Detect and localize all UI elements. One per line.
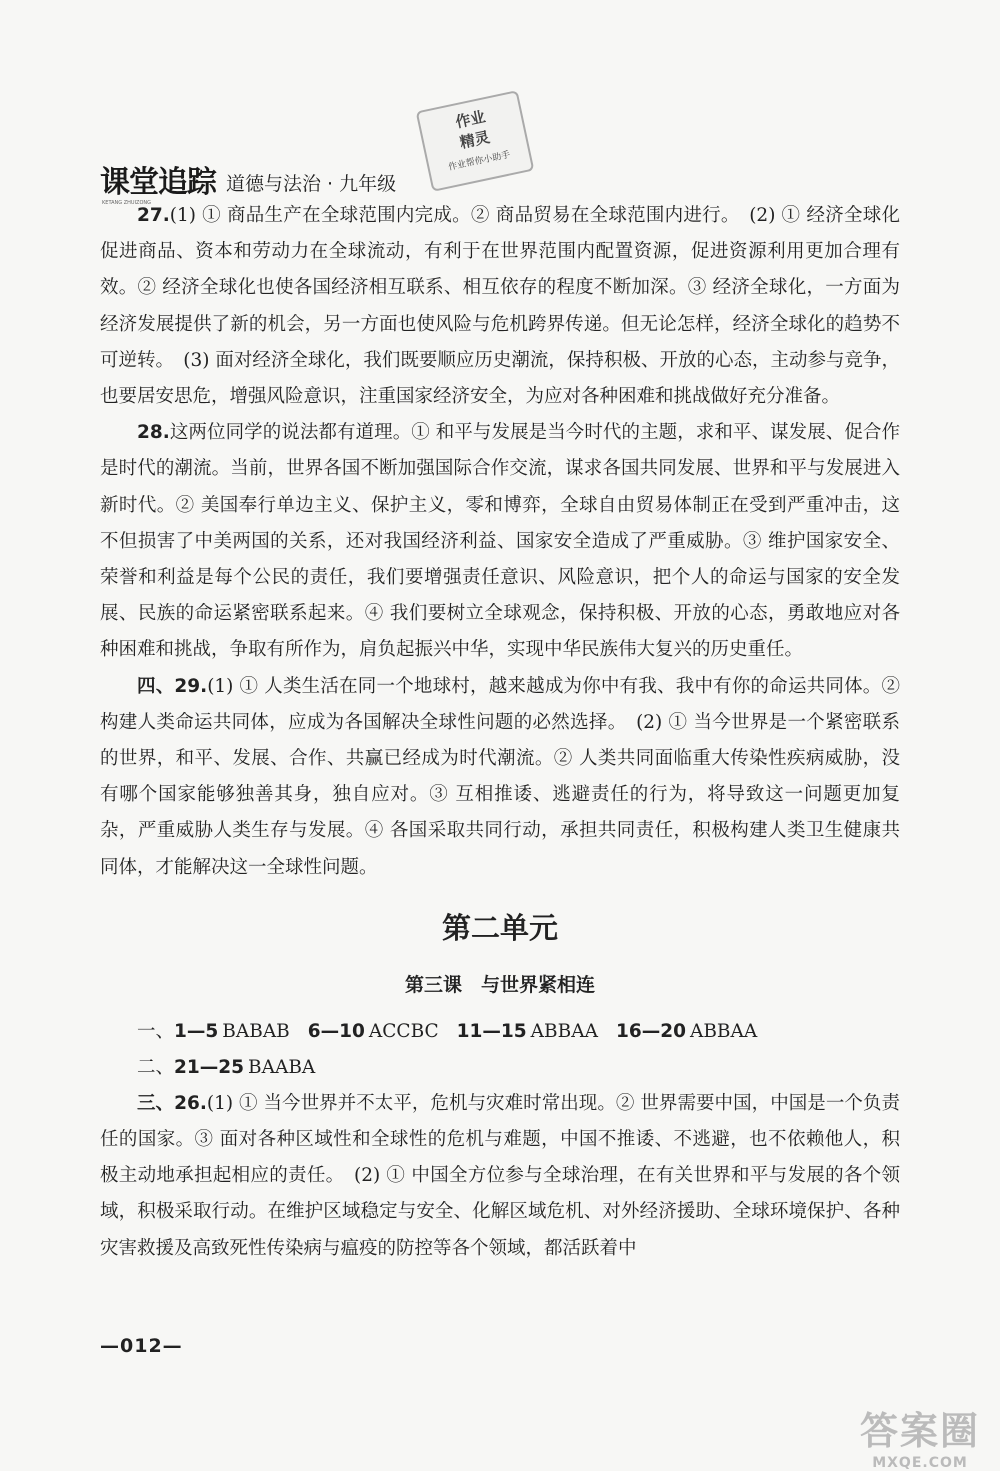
answer-q27 — [100, 198, 900, 415]
answer-text: (1) ① 人类生活在同一个地球村，越来越成为你中有我、我中有你的命运共同体。② 构建人类命运共同体，应成为各国解决全球性问题的必然选择。 (2) ① 当今世界是一个紧密联系的世界，和平、发展、合作、共赢已经成为时代潮流。② 人类共同面临重大传染性疾病威胁，没有哪个国家能够独善其身，独自应对。③ 互相推诿、逃避责任的行为，将导致这一问题更加复杂，严重威胁人类生存与发展。④ 各国采取共同行动，承担共同责任，积极构建人类卫生健康共同体，才能解决这一全球性问题。 — [100, 675, 900, 878]
question-number: 三、26. — [137, 1092, 207, 1114]
brand-text: 课堂追踪 — [100, 165, 216, 200]
answer-range: 11—15 — [456, 1020, 527, 1042]
answer-letters: BAABA — [248, 1056, 316, 1078]
answer-text: (1) ① 商品生产在全球范围内完成。② 商品贸易在全球范围内进行。 (2) ① 经济全球化促进商品、资本和劳动力在全球流动，有利于在世界范围内配置资源，促进资源利用更加合理有效。② 经济全球化也使各国经济相互联系、相互依存的程度不断加深。③ 经济全球化，一方面为经济发展提供了新的机会，另一方面也使风险与危机跨界传递。但无论怎样，经济全球化的趋势不可逆转。 (3) 面对经济全球化，我们既要顺应历史潮流，保持积极、开放的心态，主动参与竞争，也要居安思危，增强风险意识，注重国家经济安全，为应对各种困难和挑战做好充分准备。 — [100, 205, 900, 408]
subject-title: 道德与法治 · 九年级 — [226, 173, 397, 195]
brand-logo — [100, 165, 216, 206]
answer-letters: ABBAA — [530, 1020, 598, 1042]
answer-range: 16—20 — [615, 1020, 686, 1042]
question-number: 28. — [137, 422, 170, 444]
answer-range: 1—5 — [174, 1020, 219, 1042]
answer-letters: ACCBC — [368, 1020, 439, 1042]
answer-text: (1) ① 当今世界并不太平，危机与灾难时常出现。② 世界需要中国，中国是一个负责任的国家。③ 面对各种区域性和全球性的危机与难题，中国不推诿、不逃避，也不依赖他人，积极主动地承担起相应的责任。 (2) ① 中国全方位参与全球治理，在有关世界和平与发展的各个领域，积极采取行动。在维护区域稳定与安全、化解区域危机、对外经济援助、全球环境保护、各种灾害救援及高致死性传染病与瘟疫的防控等各个领域，都活跃着中 — [100, 1092, 900, 1259]
choice-answers-2 — [100, 1050, 900, 1086]
choice-answers-1 — [100, 1014, 900, 1050]
watermark-text: 答案圈 — [859, 1409, 980, 1453]
page-number: —012— — [100, 1335, 183, 1357]
brand-subtext: KETANG ZHUIZONG — [102, 200, 152, 206]
stamp-line-3: 作业帮你小助手 — [447, 150, 512, 173]
question-number: 27. — [137, 205, 170, 226]
section-prefix: 二、 — [137, 1056, 175, 1078]
stamp-line-2: 精灵 — [458, 128, 492, 152]
section-prefix: 一、 — [137, 1020, 175, 1042]
stamp-line-1: 作业 — [453, 107, 487, 132]
answer-q29 — [100, 669, 900, 886]
lesson-title: 第三课 与世界紧相连 — [404, 973, 595, 996]
answer-letters: ABBAA — [689, 1020, 758, 1042]
answer-q28 — [100, 415, 900, 668]
answer-text: 这两位同学的说法都有道理。① 和平与发展是当今时代的主题，求和平、谋发展、促合作是时代的潮流。当前，世界各国不断加强国际合作交流，谋求各国共同发展、世界和平与发展进入新时代。② 美国奉行单边主义、保护主义，零和博弈，全球自由贸易体制正在受到严重冲击，这不但损害了中美两国的关系，还对我国经济利益、国家安全造成了严重威胁。③ 维护国家安全、荣誉和利益是每个公民的责任，我们要增强责任意识、风险意识，把个人的命运与国家的安全发展、民族的命运紧密联系起来。④ 我们要树立全球观念，保持积极、开放的心态，勇敢地应对各种困难和挑战，争取有所作为，肩负起振兴中华，实现中华民族伟大复兴的历史重任。 — [100, 422, 900, 661]
page-content — [100, 198, 900, 1267]
watermark-url: MXQE.COM — [872, 1455, 968, 1471]
answer-letters: BABAB — [222, 1020, 290, 1042]
answer-q26 — [100, 1086, 900, 1267]
answer-range: 6—10 — [307, 1020, 365, 1042]
answer-range: 21—25 — [174, 1056, 245, 1078]
watermark-logo — [850, 1400, 990, 1471]
question-number: 四、29. — [137, 675, 208, 697]
unit-title: 第二单元 — [441, 910, 558, 945]
